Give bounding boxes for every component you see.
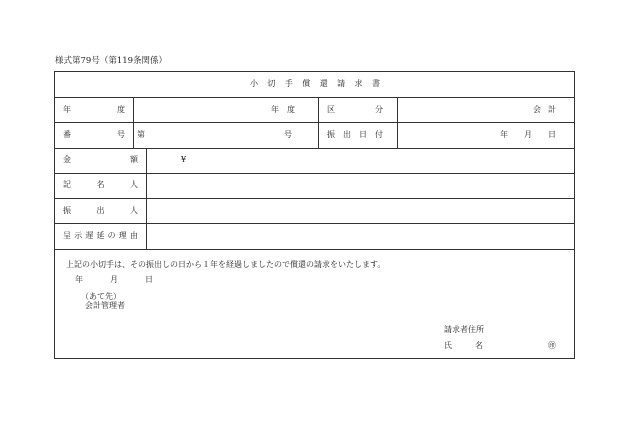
category-account-value: 会 計 (533, 105, 556, 114)
claimant-name-label: 氏 名 (444, 341, 483, 350)
amount-label: 金 額 (63, 155, 138, 164)
check-number-prefix: 第 (137, 130, 145, 139)
issue-date-label: 振 出 日 付 (327, 130, 383, 139)
fiscal-year-unit: 年 度 (271, 105, 295, 114)
column-divider (133, 97, 134, 148)
check-number-label: 番 号 (63, 130, 125, 139)
form-title: 小 切 手 償 還 請 求 書 (250, 79, 380, 88)
yen-symbol: ¥ (181, 155, 187, 164)
row-divider (55, 249, 574, 250)
column-divider (146, 148, 147, 249)
category-label: 区 分 (327, 105, 383, 114)
row-divider (55, 223, 574, 224)
form-number-label: 様式第79号（第119条関係） (55, 56, 168, 66)
row-divider (55, 198, 574, 199)
claim-date-units: 年 月 日 (75, 275, 153, 284)
column-divider (397, 97, 398, 148)
check-number-suffix: 号 (284, 130, 292, 139)
presentation-delay-reason-label: 呈 示 遅 延 の 理 由 (63, 231, 138, 240)
reimbursement-claim-form (54, 71, 575, 359)
issue-date-units: 年 月 日 (500, 130, 556, 139)
fiscal-year-label: 年 度 (63, 105, 125, 114)
addressee-accounting-manager: 会計管理者 (85, 301, 125, 310)
column-divider (318, 97, 319, 148)
row-divider (55, 173, 574, 174)
seal-mark: ㊞ (548, 341, 556, 350)
payee-label: 記 名 人 (63, 180, 138, 189)
row-divider (55, 148, 574, 149)
claim-statement: 上記の小切手は、その振出しの日から１年を経過しましたので償還の請求をいたします。 (66, 260, 386, 269)
addressee-label: （あて先） (81, 292, 121, 301)
claimant-address-label: 請求者住所 (444, 325, 484, 334)
drawer-label: 振 出 人 (63, 206, 138, 215)
